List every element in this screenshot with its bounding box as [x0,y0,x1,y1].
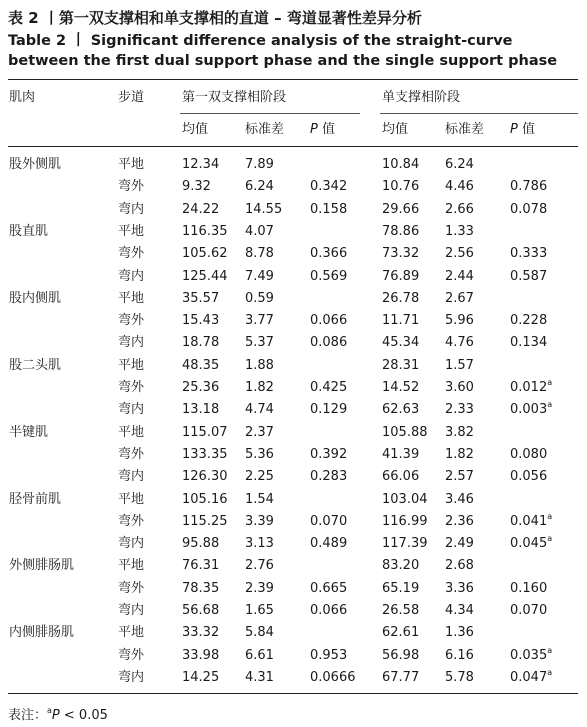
cell-sd-phase2: 3.60 [445,380,474,395]
cell-track: 弯外 [118,446,145,462]
cell-mean-phase1: 115.07 [182,424,228,440]
cell-mean-phase2: 56.98 [382,647,420,663]
cell-sd-phase2: 1.33 [445,223,474,239]
cell-p-phase2: 0.333 [510,246,548,262]
cell-p-phase1: 0.070 [310,513,348,529]
cell-sd-phase2: 2.36 [445,513,474,529]
cell-sd-phase2: 2.67 [445,290,474,306]
cell-track: 弯内 [118,469,145,485]
cell-mean-phase2: 14.52 [382,380,420,395]
cell-sd-phase1: 0.59 [245,290,274,306]
cell-p-phase2: 0.160 [510,580,548,596]
bottom-rule [8,693,578,694]
cell-p-phase2: 0.786 [510,179,548,195]
cell-track: 平地 [118,357,145,373]
cell-mean-phase1: 35.57 [182,290,220,306]
cell-p-phase1: 0.665 [310,580,348,596]
cell-sd-phase1: 7.89 [245,157,274,172]
cell-p-phase2: 0.041$^a$ [510,511,553,529]
top-rule [8,79,578,80]
cell-p-phase2: 0.070 [510,603,548,618]
cell-mean-phase2: 26.58 [382,603,420,618]
cell-sd-phase1: 5.36 [245,446,274,462]
cell-mean-phase1: 76.31 [182,558,220,574]
cell-sd-phase2: 3.82 [445,424,474,440]
cell-track: 弯外 [118,179,145,195]
cell-p-phase1: 0.489 [310,536,348,552]
cell-sd-phase1: 5.84 [245,625,274,641]
cell-sd-phase2: 5.78 [445,669,474,685]
cell-sd-phase2: 6.24 [445,157,474,172]
cell-mean-phase1: 15.43 [182,313,220,329]
cell-muscle: 外侧腓肠肌 [9,558,75,574]
phase2-subrule [380,113,578,114]
cell-mean-phase1: 24.22 [182,201,220,217]
cell-p-phase2: 0.080 [510,446,548,462]
cell-mean-phase2: 76.89 [382,268,420,284]
header-bottom-rule [8,146,578,147]
cell-sd-phase1: 8.78 [245,246,274,262]
cell-mean-phase1: 116.35 [182,223,228,239]
header-phase1: 第一双支撑相阶段 [182,90,287,105]
cell-mean-phase2: 83.20 [382,558,420,574]
header-sd-2: 标准差 [445,122,485,137]
cell-sd-phase1: 6.61 [245,647,274,663]
cell-p-phase1: 0.066 [310,313,348,329]
cell-p-phase1: 0.342 [310,179,348,195]
cell-muscle: 内侧腓肠肌 [9,625,75,641]
cell-mean-phase2: 117.39 [382,536,428,552]
cell-sd-phase1: 2.37 [245,424,274,440]
cell-p-phase1: 0.953 [310,647,348,663]
header-p-2: P 值 [510,122,535,137]
cell-muscle: 胫骨前肌 [9,491,62,507]
cell-mean-phase1: 25.36 [182,380,220,395]
cell-track: 平地 [118,424,145,440]
cell-mean-phase2: 26.78 [382,290,420,306]
cell-mean-phase2: 116.99 [382,513,428,529]
cell-mean-phase2: 45.34 [382,335,420,351]
cell-p-phase1: 0.366 [310,246,348,262]
cell-muscle: 股内侧肌 [9,290,62,306]
cell-mean-phase1: 125.44 [182,268,228,284]
cell-mean-phase2: 10.76 [382,179,420,195]
cell-mean-phase1: 12.34 [182,157,220,172]
cell-track: 弯外 [118,647,145,663]
cell-sd-phase2: 2.57 [445,469,474,485]
cell-p-phase2: 0.047$^a$ [510,667,553,685]
cell-sd-phase2: 6.16 [445,647,474,663]
cell-track: 平地 [118,223,145,239]
cell-sd-phase1: 2.76 [245,558,274,574]
cell-muscle: 半键肌 [9,424,49,440]
cell-track: 弯内 [118,536,145,552]
cell-p-phase1: 0.066 [310,603,348,618]
cell-mean-phase1: 13.18 [182,402,220,418]
cell-track: 弯内 [118,201,145,217]
cell-sd-phase2: 5.96 [445,313,474,329]
cell-track: 弯外 [118,580,145,596]
cell-muscle: 股直肌 [9,223,49,239]
cell-p-phase2: 0.587 [510,268,548,284]
cell-sd-phase2: 3.46 [445,491,474,507]
cell-sd-phase1: 3.77 [245,313,274,329]
cell-p-phase2: 0.078 [510,201,548,217]
cell-sd-phase2: 2.33 [445,402,474,418]
cell-sd-phase2: 4.46 [445,179,474,195]
cell-p-phase2: 0.045$^a$ [510,534,553,552]
cell-mean-phase2: 73.32 [382,246,420,262]
cell-sd-phase1: 14.55 [245,201,283,217]
cell-sd-phase2: 2.66 [445,201,474,217]
cell-mean-phase1: 95.88 [182,536,220,552]
cell-mean-phase2: 28.31 [382,357,420,373]
cell-mean-phase2: 105.88 [382,424,428,440]
header-p-1: P 值 [310,122,335,137]
cell-mean-phase2: 29.66 [382,201,420,217]
cell-p-phase2: 0.228 [510,313,548,329]
cell-sd-phase1: 7.49 [245,268,274,284]
cell-track: 弯内 [118,268,145,284]
cell-track: 平地 [118,625,145,641]
header-mean-2: 均值 [382,122,409,137]
cell-mean-phase2: 41.39 [382,446,420,462]
cell-sd-phase2: 1.82 [445,446,474,462]
cell-track: 平地 [118,290,145,306]
cell-mean-phase2: 10.84 [382,157,420,172]
cell-mean-phase2: 67.77 [382,669,420,685]
cell-sd-phase1: 5.37 [245,335,274,351]
cell-sd-phase2: 3.36 [445,580,474,596]
cell-p-phase1: 0.392 [310,446,348,462]
cell-track: 平地 [118,491,145,507]
cell-mean-phase1: 33.98 [182,647,220,663]
cell-mean-phase1: 115.25 [182,513,228,529]
cell-sd-phase1: 1.65 [245,603,274,618]
cell-track: 弯内 [118,603,145,618]
cell-track: 平地 [118,558,145,574]
header-muscle: 肌肉 [9,90,36,105]
cell-sd-phase1: 3.39 [245,513,274,529]
cell-sd-phase2: 2.68 [445,558,474,574]
cell-sd-phase1: 1.88 [245,357,274,373]
cell-mean-phase2: 78.86 [382,223,420,239]
cell-sd-phase1: 6.24 [245,179,274,195]
cell-mean-phase1: 9.32 [182,179,211,195]
cell-p-phase1: 0.0666 [310,669,356,685]
cell-track: 弯内 [118,669,145,685]
cell-p-phase2: 0.012$^a$ [510,378,553,395]
cell-sd-phase2: 4.34 [445,603,474,618]
cell-track: 弯外 [118,380,145,395]
cell-mean-phase1: 14.25 [182,669,220,685]
cell-p-phase1: 0.569 [310,268,348,284]
cell-mean-phase1: 126.30 [182,469,228,485]
cell-mean-phase2: 62.61 [382,625,420,641]
cell-mean-phase2: 11.71 [382,313,420,329]
cell-mean-phase1: 18.78 [182,335,220,351]
table-title-cn: 表 2 丨第一双支撑相和单支撑相的直道 – 弯道显著性差异分析 [8,9,422,27]
cell-sd-phase2: 4.76 [445,335,474,351]
cell-track: 弯外 [118,513,145,529]
cell-sd-phase1: 4.74 [245,402,274,418]
cell-sd-phase2: 2.44 [445,268,474,284]
cell-sd-phase2: 1.57 [445,357,474,373]
cell-mean-phase2: 66.06 [382,469,420,485]
cell-muscle: 股二头肌 [9,357,62,373]
cell-p-phase2: 0.003$^a$ [510,400,553,418]
cell-sd-phase1: 2.25 [245,469,274,485]
cell-p-phase1: 0.086 [310,335,348,351]
cell-sd-phase1: 3.13 [245,536,274,552]
header-track: 步道 [118,90,145,105]
cell-mean-phase2: 103.04 [382,491,428,507]
cell-track: 弯内 [118,402,145,418]
cell-sd-phase1: 4.07 [245,223,274,239]
cell-p-phase1: 0.158 [310,201,348,217]
header-phase2: 单支撑相阶段 [382,90,461,105]
cell-p-phase1: 0.129 [310,402,348,418]
phase1-subrule [180,113,360,114]
cell-sd-phase2: 2.56 [445,246,474,262]
cell-p-phase2: 0.134 [510,335,548,351]
cell-mean-phase1: 56.68 [182,603,220,618]
table-title-en: Table 2 丨 Significant difference analysis of the straight-curve between the first dual support phase and the single support phase [8,33,558,69]
cell-p-phase1: 0.283 [310,469,348,485]
cell-sd-phase2: 2.49 [445,536,474,552]
table-note: 表注：$^a$P < 0.05 [8,706,108,723]
cell-p-phase2: 0.035$^a$ [510,645,553,663]
cell-track: 弯外 [118,313,145,329]
cell-muscle: 股外侧肌 [9,157,62,172]
cell-sd-phase1: 1.54 [245,491,274,507]
cell-sd-phase1: 4.31 [245,669,274,685]
header-sd-1: 标准差 [245,122,285,137]
cell-track: 弯外 [118,246,145,262]
cell-mean-phase1: 48.35 [182,357,220,373]
cell-p-phase2: 0.056 [510,469,548,485]
cell-mean-phase1: 133.35 [182,446,228,462]
cell-mean-phase2: 62.63 [382,402,420,418]
cell-sd-phase2: 1.36 [445,625,474,641]
cell-mean-phase1: 105.62 [182,246,228,262]
cell-mean-phase1: 105.16 [182,491,228,507]
cell-mean-phase2: 65.19 [382,580,420,596]
cell-p-phase1: 0.425 [310,380,348,395]
cell-track: 弯内 [118,335,145,351]
cell-track: 平地 [118,157,145,172]
header-mean-1: 均值 [182,122,209,137]
cell-sd-phase1: 1.82 [245,380,274,395]
cell-sd-phase1: 2.39 [245,580,274,596]
cell-mean-phase1: 33.32 [182,625,220,641]
cell-mean-phase1: 78.35 [182,580,220,596]
